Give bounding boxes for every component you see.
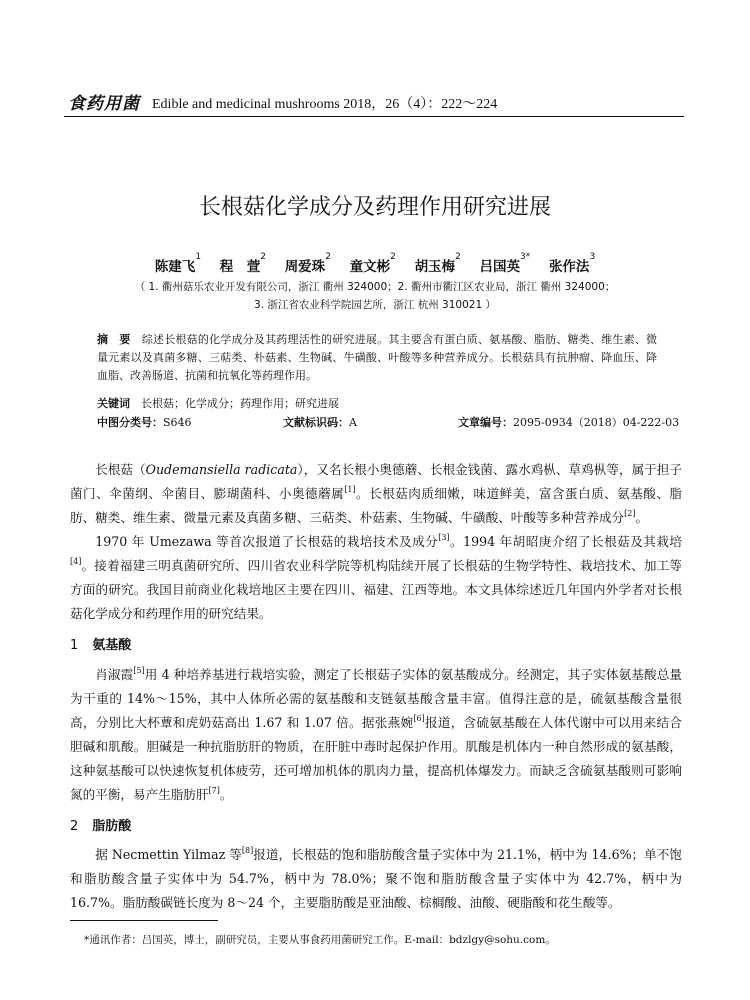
author: 周爱珠$^2$ [284, 252, 331, 275]
citation: [4] [70, 557, 82, 566]
paper-title: 长根菇化学成分及药理作用研究进展 [198, 195, 551, 220]
citation: [7] [208, 786, 220, 795]
citation: [6] [413, 714, 425, 723]
author: 张作法$^3$ [548, 252, 596, 275]
keywords [97, 395, 657, 411]
abstract-text: 综述长根菇的化学成分及其药理活性的研究进展。其主要含有蛋白质、氨基酸、脂肪、糖类、维生素、微量元素以及真菌多糖、三萜类、朴菇素、生物碱、牛磺酸、叶酸等多种营养成分。长根菇具有抗肿瘤、降血压、降血脂、改善肠道、抗菌和抗氧化等药理作用。 [97, 333, 658, 382]
keywords-label: 关键词 [97, 397, 130, 410]
intro-paragraph-1: 长根菇（Oudemansiella radicata），又名长根小奥德蘑、长根金钱菌、露水鸡枞、草鸡枞等，属于担子菌门、伞菌纲、伞菌目、膨瑚菌科、小奥德蘑属[1]。长根菇肉质细嫩，味道鲜美，富含蛋白质、氨基酸、脂肪、糖类、维生素、微量元素及真菌多糖、三萜类、朴菇素、生物碱、牛磺酸、叶酸等多种营养成分[2]。 [70, 462, 683, 525]
author: 陈建飞$^1$ [154, 252, 202, 275]
document-code: 文献标识码：A [283, 416, 357, 429]
section-heading-2: 2 脂肪酸 [70, 819, 132, 834]
journal-logo: 食药用菌 [68, 94, 140, 114]
intro-paragraph-2: 1970 年 Umezawa 等首次报道了长根菇的栽培技术及成分[3]。1994 年胡昭庚介绍了长根菇及其栽培[4]。接着福建三明真菌研究所、四川省农业科学院等机构陆续开展了长根菇的生物学特性、栽培技术、加工等方面的研究。我国目前商业化栽培地区主要在四川、福建、江西等地。本文具体综述近几年国内外学者对长根菇化学成分和药理作用的研究结果。 [70, 533, 682, 621]
citation: [8] [241, 846, 254, 855]
latin-name: Oudemansiella radicata [145, 462, 298, 477]
section-heading-1: 1 氨基酸 [70, 638, 132, 653]
affiliation-line-1: （ 1. 衢州菇乐农业开发有限公司，浙江 衢州 324000；2. 衢州市衢江区农业局，浙江 衢州 324000； [134, 281, 616, 293]
article-number: 文章编号：2095-0934（2018）04-222-03 [458, 416, 680, 429]
citation: [3] [438, 533, 450, 542]
clc-number: 中图分类号：S646 [97, 416, 192, 429]
section-1-paragraph: 肖淑霞[5]用 4 种培养基进行栽培实验，测定了长根菇子实体的氨基酸成分。经测定，其子实体氨基酸总量为干重的 14%～15%，其中人体所必需的氨基酸和支链氨基酸含量丰富。值得注意的是，硫氨基酸含量很高，分别比大杯蕈和虎奶菇高出 1.67 和 1.07 倍。据张燕婉[6]报道，含硫氨基酸在人体代谢中可以用来结合胆碱和肌酸。胆碱是一种抗脂肪肝的物质，在肝脏中毒时起保护作用。肌酸是机体内一种自然形成的氨基酸，这种氨基酸可以快速恢复机体疲劳，还可增加机体的肌肉力量，提高机体爆发力。而缺乏含硫氨基酸则可影响氮的平衡，易产生脂肪肝[7]。 [70, 666, 683, 802]
author: 吕国英$^{3*}$ [479, 252, 531, 275]
section-2-paragraph: 据 Necmettin Yilmaz 等[8]报道，长根菇的饱和脂肪酸含量子实体中为 21.1%，柄中为 14.6%；单不饱和脂肪酸含量子实体中为 54.7%，柄中为 78.0%；聚不饱和脂肪酸含量子实体中为 42.7%，柄中为 16.7%。脂肪酸碳链长度为 8～24 个，主要脂肪酸是亚油酸、棕榈酸、油酸、硬脂酸和花生酸等。 [70, 846, 682, 910]
journal-citation: Edible and medicinal mushrooms 2018，26（4）：222～224 [152, 97, 498, 112]
abstract-label: 摘 要 [97, 333, 131, 346]
affiliation-line-2: 3. 浙江省农业科学院园艺所，浙江 杭州 310021 ） [254, 299, 496, 311]
author: 胡玉梅$^2$ [414, 252, 461, 275]
abstract [97, 331, 657, 385]
citation: [1] [344, 485, 356, 494]
keywords-text: 长根菇；化学成分；药理作用；研究进展 [141, 397, 339, 410]
corresponding-author-footnote: *通讯作者：吕国英，博士，副研究员，主要从事食药用菌研究工作。E-mail：bdzlgy@sohu.com。 [84, 934, 556, 946]
header-divider [64, 116, 684, 117]
footnote-divider [70, 920, 218, 921]
citation: [2] [624, 509, 636, 518]
author: 童文彬$^2$ [349, 252, 396, 275]
author: 程 萱$^2$ [219, 252, 266, 275]
citation: [5] [133, 666, 145, 675]
author-list [0, 252, 750, 275]
